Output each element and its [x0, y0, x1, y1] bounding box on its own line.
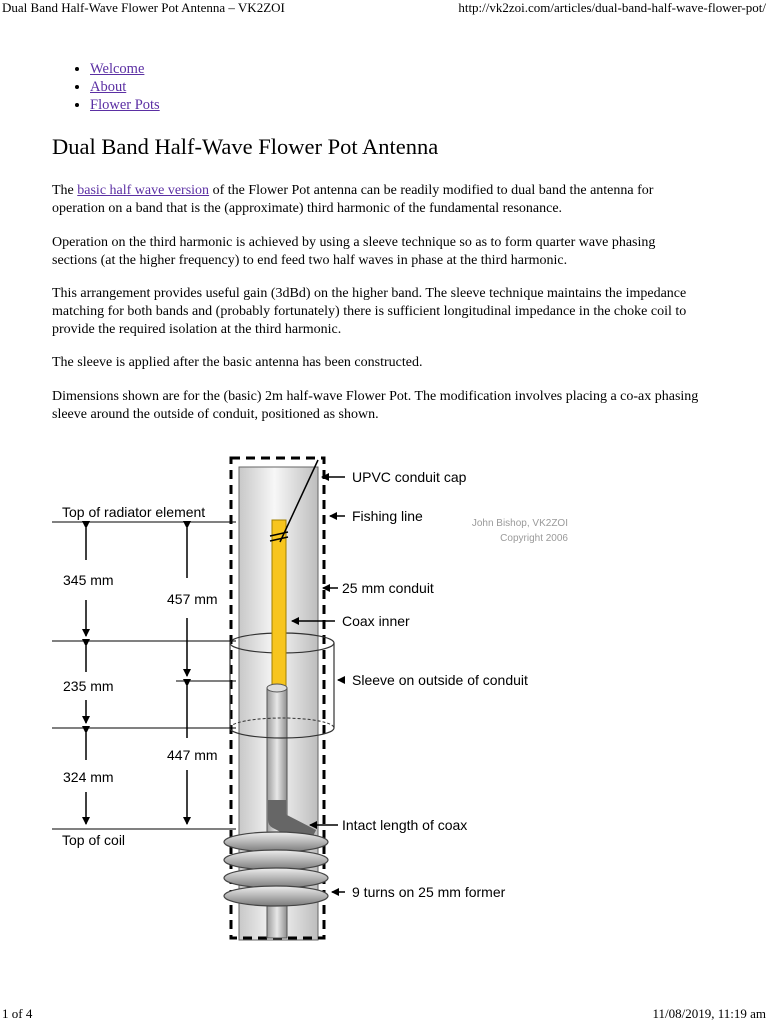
- dim-235: 235 mm: [63, 678, 114, 694]
- paragraph-dimensions: Dimensions shown are for the (basic) 2m half-wave Flower Pot. The modification involves placing a co-ax phasing sleeve around the outside of conduit, positioned as shown.: [52, 389, 699, 422]
- watermark-copyright: Copyright 2006: [500, 533, 568, 544]
- paragraph-intro: [52, 182, 702, 218]
- dim-324: 324 mm: [63, 769, 114, 785]
- paragraph-gain: This arrangement provides useful gain (3dBd) on the higher band. The sleeve technique maintains the impedance matching for both bands and (probably fortunately) there is sufficient longitudinal impedance in the choke coil to provide the required isolation at the third harmonic.: [52, 286, 687, 337]
- dim-447: 447 mm: [167, 747, 218, 763]
- antenna-diagram: [0, 440, 768, 950]
- dim-345: 345 mm: [63, 572, 114, 588]
- print-footer-datetime: 11/08/2019, 11:19 am: [652, 1006, 766, 1021]
- label-intact-coax: Intact length of coax: [342, 817, 468, 833]
- intro-prefix: The: [52, 183, 78, 198]
- intro-rest: of the Flower Pot antenna can be readily modified to dual band the antenna for operation on a band that is the (approximate) third harmonic of the fundamental resonance.: [52, 183, 654, 216]
- paragraph-sleeve: The sleeve is applied after the basic antenna has been constructed.: [52, 355, 423, 370]
- nav-item-flower-pots: [90, 96, 160, 114]
- nav-link-welcome[interactable]: Welcome: [90, 61, 145, 77]
- label-conduit: 25 mm conduit: [342, 580, 434, 596]
- label-fishing-line: Fishing line: [352, 508, 423, 524]
- watermark-author: John Bishop, VK2ZOI: [471, 518, 568, 529]
- nav-item-welcome: [90, 60, 160, 78]
- nav-link-about[interactable]: About: [90, 79, 127, 95]
- label-conduit-cap: UPVC conduit cap: [352, 469, 467, 485]
- dim-457: 457 mm: [167, 591, 218, 607]
- label-top-radiator: Top of radiator element: [62, 504, 206, 520]
- coax-inner: [272, 520, 286, 688]
- label-sleeve: Sleeve on outside of conduit: [352, 672, 528, 688]
- label-coax-inner: Coax inner: [342, 613, 410, 629]
- print-footer-page: 1 of 4: [2, 1006, 33, 1021]
- print-header-url: http://vk2zoi.com/articles/dual-band-half-wave-flower-pot/: [458, 0, 766, 15]
- paragraph-third-harmonic: Operation on the third harmonic is achieved by using a sleeve technique so as to form quarter wave phasing sections (at the higher frequency) to end feed two half waves in phase at the third harmonic.: [52, 235, 656, 268]
- label-top-coil: Top of coil: [62, 832, 126, 848]
- label-coil-turns: 9 turns on 25 mm former: [352, 884, 506, 900]
- nav-item-about: [90, 78, 160, 96]
- coax-outer-end: [267, 684, 287, 692]
- nav-link-flower-pots[interactable]: Flower Pots: [90, 97, 160, 113]
- page-title: Dual Band Half-Wave Flower Pot Antenna: [52, 134, 439, 159]
- basic-half-wave-link[interactable]: basic half wave version: [77, 183, 210, 198]
- print-header-title: Dual Band Half-Wave Flower Pot Antenna – VK2ZOI: [2, 0, 285, 15]
- site-nav: [72, 60, 160, 114]
